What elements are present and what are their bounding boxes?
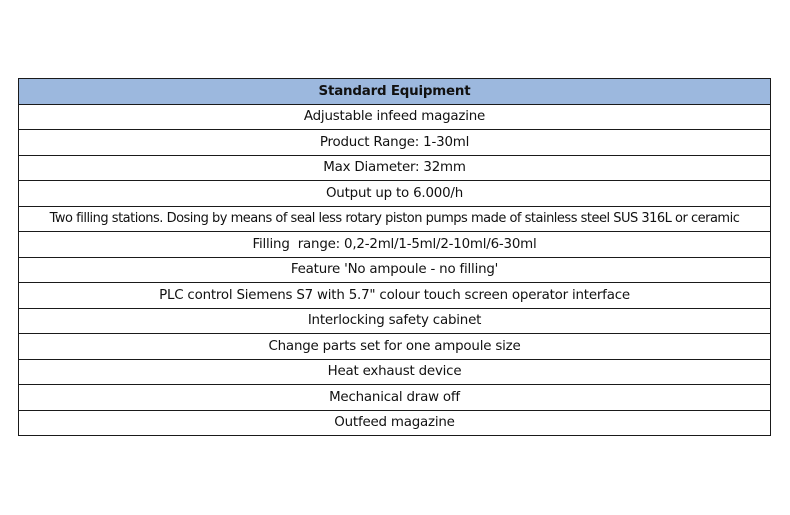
table-header-row [19, 79, 771, 105]
table-cell: Change parts set for one ampoule size [19, 334, 771, 360]
table-row [19, 283, 771, 309]
table-cell: Adjustable infeed magazine [19, 104, 771, 130]
table-row [19, 257, 771, 283]
table-cell: PLC control Siemens S7 with 5.7" colour touch screen operator interface [19, 283, 771, 309]
table-row [19, 385, 771, 411]
table-row [19, 334, 771, 360]
table-row [19, 359, 771, 385]
table-cell: Heat exhaust device [19, 359, 771, 385]
table-row [19, 130, 771, 156]
table-cell: Outfeed magazine [19, 410, 771, 436]
table-cell: Product Range: 1-30ml [19, 130, 771, 156]
table-row [19, 181, 771, 207]
table-row [19, 104, 771, 130]
table-cell: Interlocking safety cabinet [19, 308, 771, 334]
table-row [19, 308, 771, 334]
table-row [19, 206, 771, 232]
table-cell: Max Diameter: 32mm [19, 155, 771, 181]
table-cell: Mechanical draw off [19, 385, 771, 411]
table-row [19, 410, 771, 436]
table-header: Standard Equipment [19, 79, 771, 105]
standard-equipment-table [18, 78, 771, 436]
table-cell: Filling range: 0,2-2ml/1-5ml/2-10ml/6-30ml [19, 232, 771, 258]
table-cell: Two filling stations. Dosing by means of seal less rotary piston pumps made of stainless steel SUS 316L or ceramic [19, 206, 771, 232]
table-cell: Feature 'No ampoule - no filling' [19, 257, 771, 283]
table-cell: Output up to 6.000/h [19, 181, 771, 207]
table-row [19, 155, 771, 181]
table-row [19, 232, 771, 258]
